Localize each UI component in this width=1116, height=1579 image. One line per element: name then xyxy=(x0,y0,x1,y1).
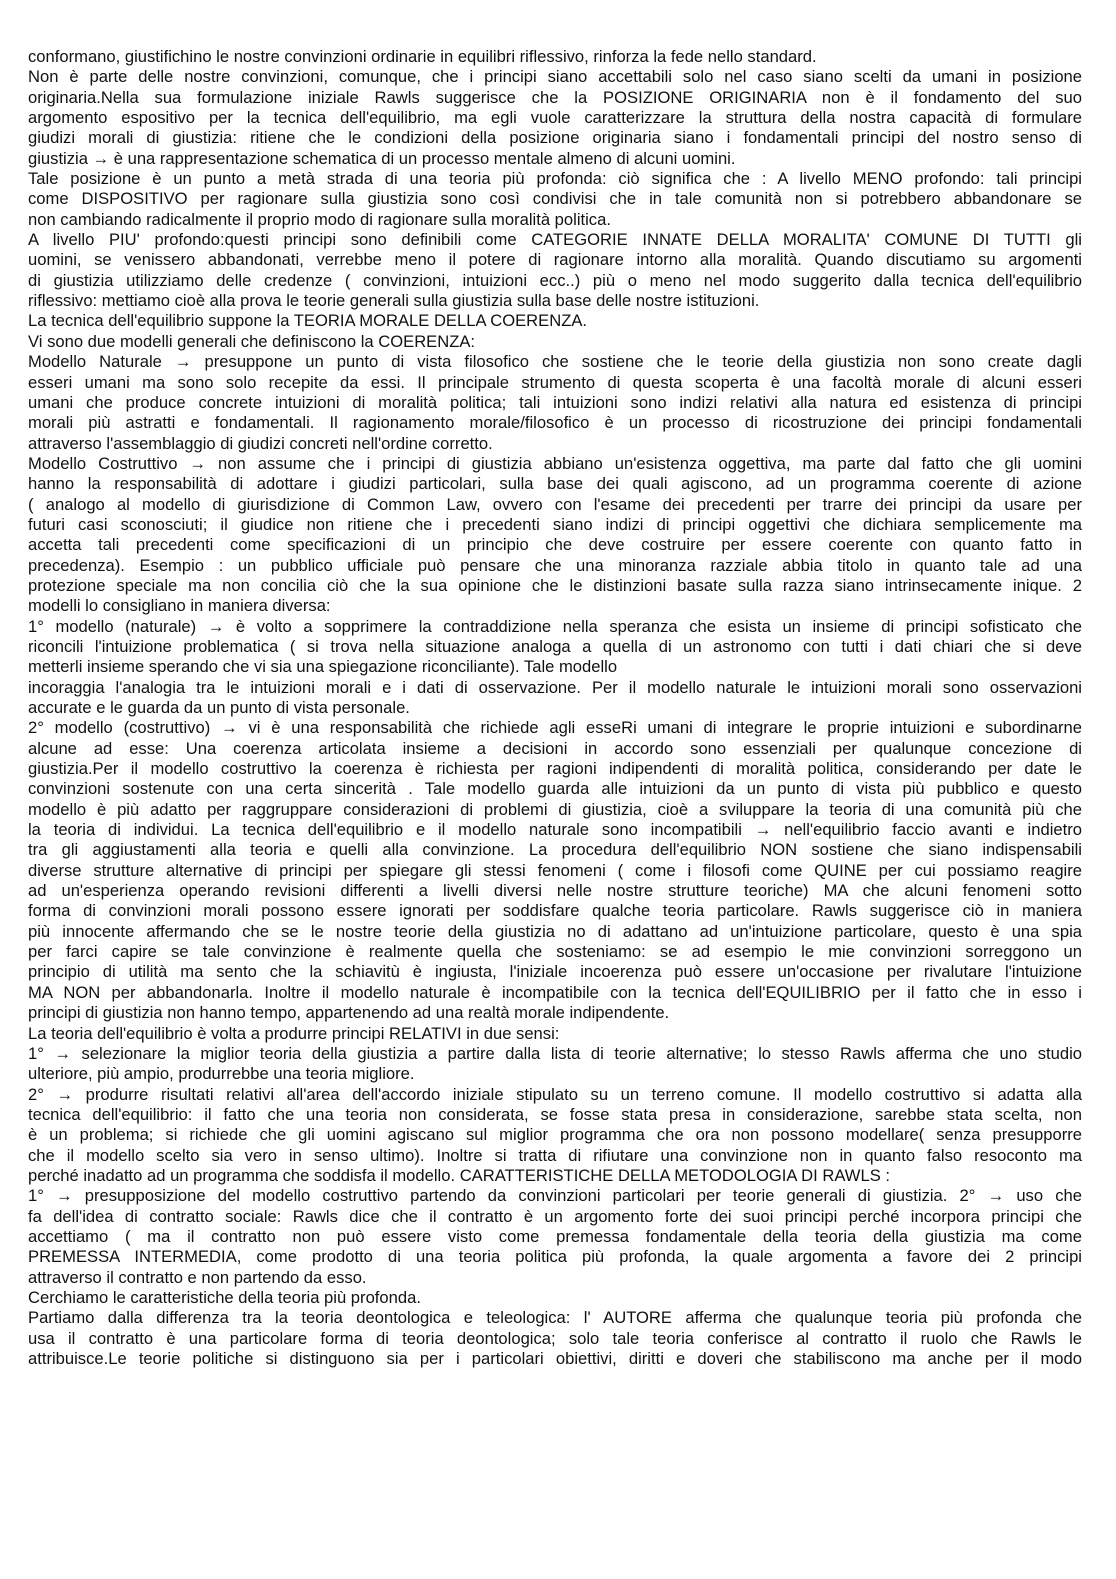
paragraph xyxy=(28,352,1082,454)
text-line: giustizia → è una rappresentazione schematica di un processo mentale almeno di alcuni uomini. xyxy=(28,148,736,168)
text-line: 1° → selezionare la miglior teoria della giustizia a partire dalla lista di teorie alternative; lo stesso Rawls afferma che uno studio xyxy=(28,1043,1082,1063)
text-line: umani che produce concrete intuizioni di moralità politica; tali intuizioni sono indizi relativi alla natura ed esistenza di principi xyxy=(28,392,1082,412)
text-line: 1° modello (naturale) → è volto a sopprimere la contraddizione nella speranza che esista un insieme di principi sofisticato che xyxy=(28,616,1082,636)
text-line: come DISPOSITIVO per ragionare sulla giustizia sono così condivisi che in tale comunità non si potrebbero abbandonare se xyxy=(28,189,1082,209)
text-line: accettiamo ( ma il contratto non può essere visto come premessa fondamentale della teoria della giustizia ma come xyxy=(28,1226,1082,1246)
text-line: Vi sono due modelli generali che definiscono la COERENZA: xyxy=(28,331,476,351)
text-line: precedenza). Esempio : un pubblico ufficiale può pensare che una minoranza razziale abbia titolo in quanto tale ad una xyxy=(28,555,1082,575)
text-line: 2° modello (costruttivo) → vi è una responsabilità che richiede agli esseRi umani di integrare le proprie intuizioni e subordinarne xyxy=(28,718,1082,738)
paragraph xyxy=(28,311,1082,331)
text-line: La teoria dell'equilibrio è volta a produrre principi RELATIVI in due sensi: xyxy=(28,1023,560,1043)
text-line: principio di utilità ma sento che la schiavitù è ingiusta, l'iniziale incoerenza può essere un'occasione per rivalutare l'intuizione xyxy=(28,962,1082,982)
text-line: fa dell'idea di contratto sociale: Rawls dice che il contratto è un argomento forte dei suoi principi perché incorpora principi che xyxy=(28,1206,1082,1226)
text-line: accetta tali precedenti come specificazioni di un principio che deve costruire per essere coerente con quanto fatto in xyxy=(28,535,1082,555)
text-line: convinzioni sostenute con una certa sincerità . Tale modello guarda alle intuizioni da un punto di vista più pubblico e questo xyxy=(28,779,1082,799)
text-line: più innocente affermando che se le nostre teorie della giustizia no di adattano ad un'intuizione particolare, questo è una spia xyxy=(28,921,1082,941)
paragraph xyxy=(28,1308,1082,1369)
text-line: è un problema; si richiede che gli uomini agiscano sul miglior programma che ora non possono modellare( senza presupporre xyxy=(28,1125,1082,1145)
text-line: alcune ad esse: Una coerenza articolata insieme a decisioni in accordo sono essenziali per qualunque concezione di xyxy=(28,738,1082,758)
text-line: Cerchiamo le caratteristiche della teoria più profonda. xyxy=(28,1287,421,1307)
text-line: la teoria di individui. La tecnica dell'equilibrio e il modello naturale sono incompatibili → nell'equilibrio faccio avanti e indietro xyxy=(28,820,1082,840)
text-line: modello è più adatto per raggruppare considerazioni di problemi di giustizia, cioè a sviluppare la teoria di una comunità più che xyxy=(28,799,1082,819)
text-line: conformano, giustifichino le nostre convinzioni ordinarie in equilibri riflessivo, rinforza la fede nello standard. xyxy=(28,47,817,66)
text-line: che il modello scelto sia vero in senso ultimo). Inoltre si tratta di rifiutare una convinzione non in quanto falso resoconto ma xyxy=(28,1145,1082,1165)
text-line: modelli lo consigliano in maniera diversa: xyxy=(28,596,331,616)
text-line: protezione speciale ma non concilia ciò che la sua opinione che le distinzioni basate sulla razza siano intrinsecamente inique. 2 xyxy=(28,575,1082,595)
paragraph xyxy=(28,47,1082,67)
text-line: metterli insieme sperando che vi sia una spiegazione riconciliante). Tale modello xyxy=(28,657,618,677)
text-line: non cambiando radicalmente il proprio modo di ragionare sulla moralità politica. xyxy=(28,209,611,229)
text-line: riconcili l'intuizione problematica ( si trova nella situazione analoga a quella di un astronomo con tutti i dati chiari che si deve xyxy=(28,636,1082,656)
text-line: 2° → produrre risultati relativi all'area dell'accordo iniziale stipulato su un terreno comune. Il modello costruttivo si adatta alla xyxy=(28,1084,1082,1104)
paragraph xyxy=(28,67,1082,169)
paragraph xyxy=(28,617,1082,678)
text-line: principi di giustizia non hanno tempo, appartenendo ad una realtà morale indipendente. xyxy=(28,1003,670,1023)
paragraph xyxy=(28,1085,1082,1187)
text-line: attraverso il contratto e non partendo da esso. xyxy=(28,1267,367,1287)
text-line: di giustizia utilizziamo delle credenze ( convinzioni, intuizioni ecc..) più o meno nel modo suggerito dalla tecnica dell'equilibrio xyxy=(28,270,1082,290)
paragraph xyxy=(28,678,1082,719)
text-line: hanno la responsabilità di adottare i giudizi particolari, sulla base dei quali agiscono, ad un programma coerente di azione xyxy=(28,474,1082,494)
text-line: esseri umani ma sono solo recepite da essi. Il principale strumento di questa scoperta è una facoltà morale di alcuni esseri xyxy=(28,372,1082,392)
paragraph xyxy=(28,454,1082,617)
text-line: tra gli aggiustamenti alla teoria e quelli alla convinzione. La procedura dell'equilibrio NON sostiene che siano indispensabili xyxy=(28,840,1082,860)
text-line: 1° → presupposizione del modello costruttivo partendo da convinzioni particolari per teorie generali di giustizia. 2° → uso che xyxy=(28,1186,1082,1206)
text-line: giustizia.Per il modello costruttivo la coerenza è richiesta per ragioni indipendenti di moralità politica, considerando per date le xyxy=(28,759,1082,779)
text-line: perché inadatto ad un programma che soddisfa il modello. CARATTERISTICHE DELLA METODOLOGIA DI RAWLS : xyxy=(28,1165,890,1185)
text-line: riflessivo: mettiamo cioè alla prova le teorie generali sulla giustizia sulla base delle nostre istituzioni. xyxy=(28,291,760,311)
text-line: Partiamo dalla differenza tra la teoria deontologica e teleologica: l' AUTORE afferma che qualunque teoria più profonda che xyxy=(28,1308,1082,1328)
text-line: ad un'esperienza operando revisioni differenti a livelli diversi nelle nostre strutture teoriche) MA che alcuni fenomeni sotto xyxy=(28,881,1082,901)
text-line: futuri casi sconosciuti; il giudice non ritiene che i precedenti siano indizi di principi oggettivi che dichiara semplicemente ma xyxy=(28,514,1082,534)
text-line: uomini, se venissero abbandonati, verrebbe meno il potere di ragionare intorno alla moralità. Quando discutiamo su argomenti xyxy=(28,250,1082,270)
paragraph xyxy=(28,230,1082,311)
text-line: giudizi morali di giustizia: ritiene che le condizioni della posizione originaria siano i fondamentali principi del nostro senso di xyxy=(28,128,1082,148)
paragraph xyxy=(28,1288,1082,1308)
text-line: PREMESSA INTERMEDIA, come prodotto di una teoria politica più profonda, la quale argomenta a favore dei 2 principi xyxy=(28,1247,1082,1267)
paragraph xyxy=(28,1044,1082,1085)
text-line: attraverso l'assemblaggio di giudizi concreti nell'ordine corretto. xyxy=(28,433,493,453)
text-line: La tecnica dell'equilibrio suppone la TEORIA MORALE DELLA COERENZA. xyxy=(28,311,588,331)
text-line: incoraggia l'analogia tra le intuizioni morali e i dati di osservazione. Per il modello naturale le intuizioni morali sono osservazioni xyxy=(28,677,1082,697)
text-line: morali più astratti e fondamentali. Il ragionamento morale/filosofico è un processo di ricostruzione dei principi fondamentali xyxy=(28,413,1082,433)
text-line: usa il contratto è una particolare forma di teoria deontologica; solo tale teoria conferisce al contratto il ruolo che Rawls le xyxy=(28,1328,1082,1348)
text-line: Non è parte delle nostre convinzioni, comunque, che i principi siano accettabili solo nel caso siano scelti da umani in posizione xyxy=(28,67,1082,87)
text-line: Modello Costruttivo → non assume che i principi di giustizia abbiano un'esistenza oggettiva, ma parte dal fatto che gli uomini xyxy=(28,453,1082,473)
text-line: Modello Naturale → presuppone un punto di vista filosofico che sostiene che le teorie della giustizia non sono create dagli xyxy=(28,352,1082,372)
paragraph xyxy=(28,1024,1082,1044)
text-line: attribuisce.Le teorie politiche si distinguono sia per i particolari obiettivi, diritti e doveri che stabiliscono ma anche per il modo xyxy=(28,1349,1082,1368)
text-line: diverse strutture alternative di principi per spiegare gli stessi fenomeni ( come i filosofi come QUINE per cui possiamo reagire xyxy=(28,860,1082,880)
paragraph xyxy=(28,718,1082,1023)
text-line: MA NON per abbandonarla. Inoltre il modello naturale è incompatibile con la tecnica dell'EQUILIBRIO per il fatto che in esso i xyxy=(28,982,1082,1002)
text-line: per farci capire se tale convinzione è realmente quella che sosteniamo: se ad esempio le mie convinzioni sorreggono un xyxy=(28,942,1082,962)
paragraph xyxy=(28,332,1082,352)
paragraph xyxy=(28,169,1082,230)
text-line: originaria.Nella sua formulazione iniziale Rawls suggerisce che la POSIZIONE ORIGINARIA non è il fondamento del suo xyxy=(28,87,1082,107)
text-line: ( analogo al modello di giurisdizione di Common Law, ovvero con l'esame dei precedenti per trarre dei principi da usare per xyxy=(28,494,1082,514)
text-line: Tale posizione è un punto a metà strada di una teoria più profonda: ciò significa che : A livello MENO profondo: tali principi xyxy=(28,169,1082,189)
text-line: A livello PIU' profondo:questi principi sono definibili come CATEGORIE INNATE DELLA MORALITA' COMUNE DI TUTTI gli xyxy=(28,230,1082,250)
text-line: forma di convinzioni morali possono essere ignorati per soddisfare qualche teoria particolare. Rawls suggerisce ciò in maniera xyxy=(28,901,1082,921)
text-line: tecnica dell'equilibrio: il fatto che una teoria non considerata, se fosse stata presa in considerazione, sarebbe stata scelta, non xyxy=(28,1104,1082,1124)
text-line: ulteriore, più ampio, produrrebbe una teoria migliore. xyxy=(28,1064,415,1084)
paragraph xyxy=(28,1186,1082,1288)
text-line: accurate e le guarda da un punto di vista personale. xyxy=(28,698,410,717)
text-line: argomento espositivo per la tecnica dell'equilibrio, ma egli vuole caratterizzare la struttura della nostra capacità di formulare xyxy=(28,108,1082,128)
